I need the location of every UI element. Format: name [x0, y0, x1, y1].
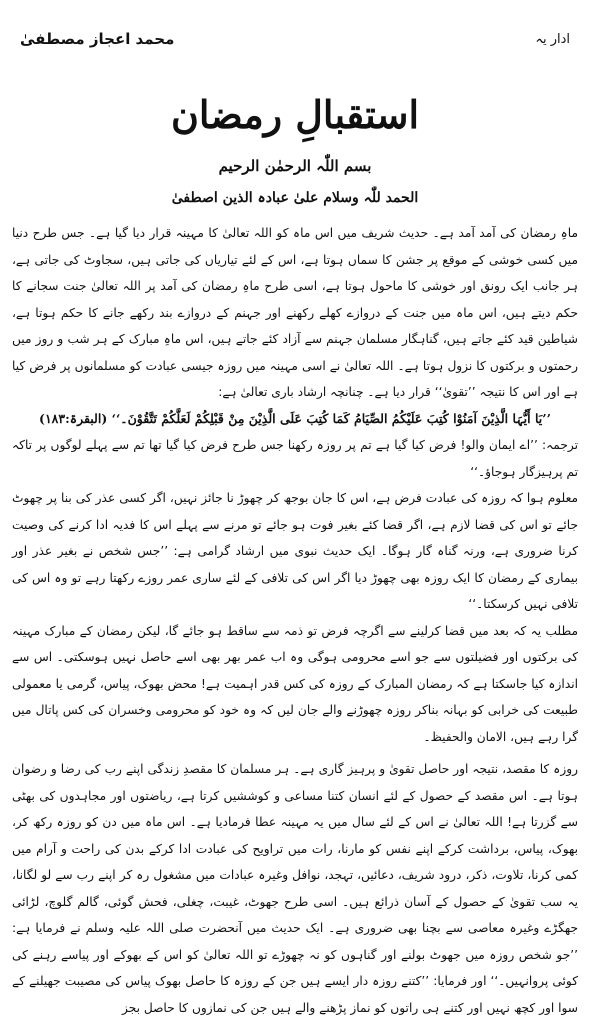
page-title: استقبالِ رمضان	[170, 92, 420, 137]
author-name: محمد اعجاز مصطفیٰ	[20, 30, 175, 48]
paragraph: معلوم ہوا کہ روزہ کی عبادت فرض ہے، اس کا جان بوجھ کر چھوڑ نا جائز نہیں، اگر کسی عذر کی بنا پر چھوٹ جائے تو اس کی قضا لازم ہے، اگر قضا کئے بغیر فوت ہو جائے تو مرنے سے پہلے اس کا فدیہ ادا کرنے کی وصیت کرنا ضروری ہے، ورنہ گناہ گار ہوگا۔ ایک حدیث نبوی میں ارشاد گرامی ہے: ’’جس شخص نے بغیر عذر اور بیماری کے رمضان کا ایک روزہ بھی چھوڑ دیا اگر اس کی تلافی کے لئے ساری عمر روزے رکھتا رہے تو وہ اس کی تلافی نہیں کرسکتا۔‘‘	[12, 491, 578, 611]
paragraph: مطلب یہ کہ بعد میں قضا کرلینے سے اگرچہ فرض تو ذمہ سے ساقط ہو جائے گا، لیکن رمضان کے مبارک مہینہ کی برکتوں اور فضیلتوں سے جو اسے محرومی ہوگی وہ اب عمر بھر بھی اسے حاصل نہیں ہوسکتی۔ اس سے اندازہ کیا جاسکتا ہے کہ رمضان المبارک کے روزہ کی کس قدر اہمیت ہے! محض بھوک، پیاس، گرمی یا معمولی طبیعت کی خرابی کو بہانہ بناکر روزہ چھوڑنے والے جان لیں کہ وہ خود کو محرومی وخسران کی کس پاتال میں گرا رہے ہیں، الامان والحفیظ۔	[12, 623, 578, 744]
paragraph: ماہِ رمضان کی آمد آمد ہے۔ حدیث شریف میں اس ماہ کو اللہ تعالیٰ کا مہینہ قرار دیا گیا ہے۔ جس طرح دنیا میں کسی خوشی کے موقع پر جشن کا سماں ہوتا ہے، اس کے لئے تیاریاں کی جاتی ہیں، سجاوٹ کی جاتی ہے، ہر جانب ایک رونق اور خوشی کا ماحول ہوتا ہے، اسی طرح ماہِ رمضان کی آمد پر اللہ تعالیٰ جنت سجانے کا حکم دیتے ہیں، اس ماہ میں جنت کے دروازے کھلے رکھنے اور جہنم کے دروازے بند رکھے جانے کا حکم ہوتا ہے، شیاطین قید کئے جاتے ہیں، گناہگار مسلمان جہنم سے آزاد کئے جاتے ہیں، اس ماہِ مبارک کے ہر شب و روز میں رحمتوں و برکتوں کا نزول ہوتا ہے۔ اللہ تعالیٰ نے اسی مہینہ میں روزہ جیسی عبادت کو مسلمانوں پر فرض کیا ہے اور اس کا نتیجہ ’’تقویٰ‘‘ قرار دیا ہے۔ چنانچہ ارشاد باری تعالیٰ ہے:	[12, 226, 578, 399]
quran-verse: ’’یَا أَیُّہَا الَّذِیْنَ آمَنُوْا کُتِبَ عَلَیْکُمُ الصِّیَامُ کَمَا کُتِبَ عَلَی الَّذِیْنَ مِنْ قَبْلِکُمْ لَعَلَّکُمْ تَتَّقُوْنَ۔‘‘ (البقرۃ:۱۸۳)	[39, 410, 551, 426]
section-label: ادار یہ	[535, 32, 570, 47]
paragraph: روزہ کا مقصد، نتیجہ اور حاصل تقویٰ و پرہیز گاری ہے۔ ہر مسلمان کا مقصدِ زندگی اپنے رب کی رضا و رضوان ہوتا ہے۔ اس مقصد کے حصول کے لئے انسان کتنا مساعی و کوششیں کرتا ہے، ریاضتوں اور مجاہدوں کی بھٹی سے گزرتا ہے! اللہ تعالیٰ نے اس کے لئے سال میں یہ مہینہ عطا فرمادیا ہے۔ اس ماہ میں دن کو روزہ رکھ کر، بھوک، پیاس، برداشت کرکے اپنے نفس کو مارنا، رات میں تراویح کی عبادت ادا کرکے بدن کی راحت و آرام میں کمی کرنا، تلاوت، ذکر، درود شریف، دعائیں، تہجد، نوافل وغیرہ عبادات میں مشغول رہ کر اپنے رب سے لو لگانا، یہ سب تقویٰ کے حصول کے آسان ذرائع ہیں۔ اسی طرح جھوٹ، غیبت، چغلی، فحش گوئی، گالم گلوچ، لڑائی جھگڑے وغیرہ معاصی سے بچنا بھی ضروری ہے۔ ایک حدیث میں آنحضرت صلی اللہ علیہ وسلم نے فرمایا ہے: ’’جو شخص روزہ میں جھوٹ بولنے اور گناہوں کو نہ چھوڑے تو اللہ تعالیٰ کو اس کے بھوکے اور پیاسے رہنے کی کوئی پروانہیں۔‘‘ اور فرمایا: ’’کتنے روزہ دار ایسے ہیں جن کے روزہ کا حاصل بھوک پیاس کی مصیبت جھیلنے کے سوا اور کچھ نہیں اور کتنے ہی راتوں کو نماز پڑھنے والے ہیں جن کی نمازوں کا حاصل بجز	[12, 762, 578, 1015]
opening-praise: الحمد للّٰہ وسلام علیٰ عبادہ الذین اصطفیٰ	[171, 190, 419, 206]
paragraph: ترجمہ: ’’اے ایمان والو! فرض کیا گیا ہے تم پر روزہ رکھنا جس طرح فرض کیا گیا تھا تم سے پہلے لوگوں پر تاکہ تم پرہیزگار ہوجاؤ۔‘‘	[12, 438, 578, 479]
basmala: بسم اللّٰہ الرحمٰن الرحیم	[218, 157, 372, 175]
article-body	[12, 220, 578, 1021]
